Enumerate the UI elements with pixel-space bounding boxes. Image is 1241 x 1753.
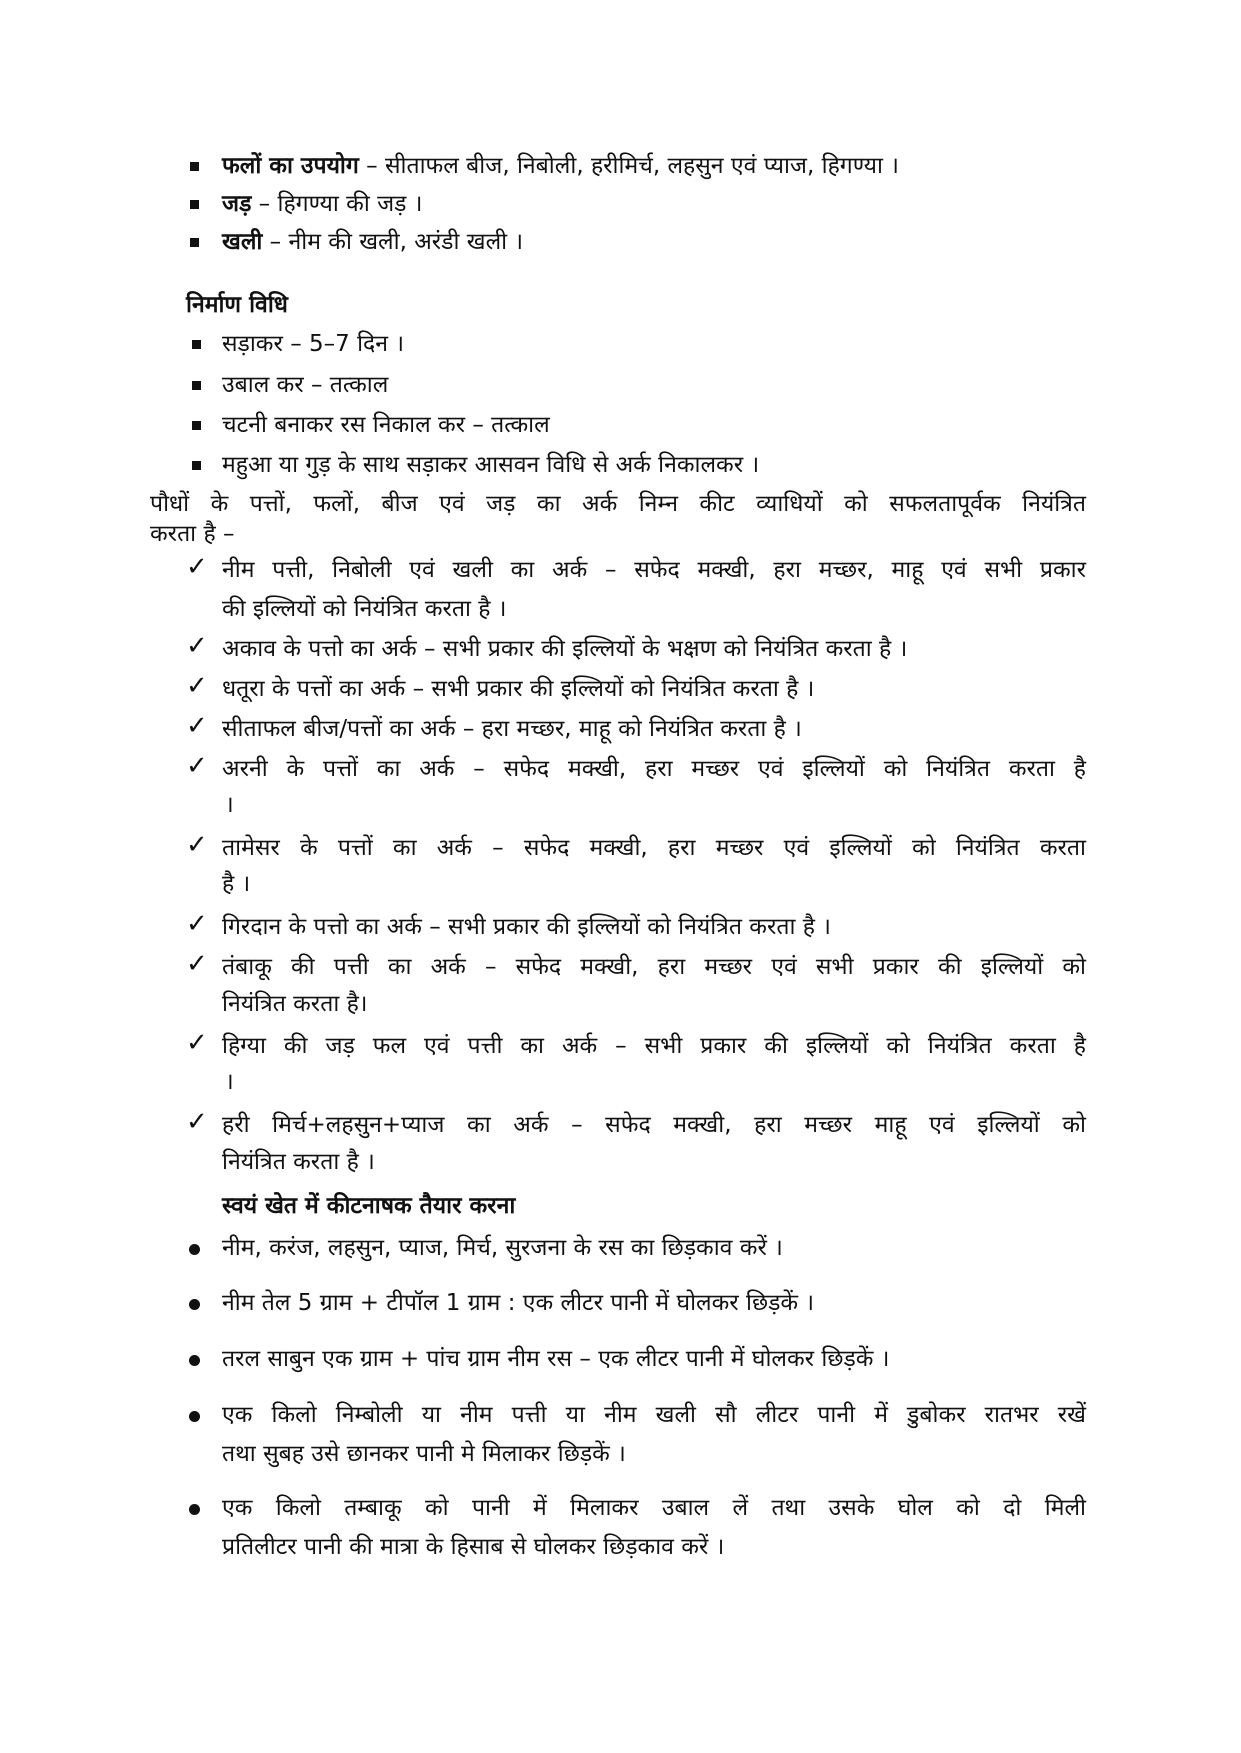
square-bullet-icon: [192, 461, 201, 470]
parts-term: फलों का उपयोग: [222, 153, 359, 179]
check-icon: ✓: [186, 1028, 208, 1058]
diy-item-line: नीम, करंज, लहसुन, प्याज, मिर्च, सुरजना के रस का छिड़काव करें ।: [222, 1235, 783, 1261]
check-icon: ✓: [186, 1107, 208, 1137]
intro-line: पौधों के पत्तों, फलों, बीज एवं जड़ का अर्क निम्न कीट व्याधियों को सफलतापूर्वक नियंत्रित: [150, 491, 1086, 517]
parts-item: [222, 223, 523, 262]
check-item-line: हरी मिर्च+लहसुन+प्याज का अर्क – सफेद मक्खी, हरा मच्छर माहू एवं इल्लियों को: [222, 1112, 1086, 1138]
intro-line: करता है –: [150, 521, 235, 547]
square-bullet-icon: [190, 200, 199, 209]
parts-item: [222, 147, 899, 186]
square-bullet-icon: [190, 162, 199, 171]
check-item-line: सीताफल बीज/पत्तों का अर्क – हरा मच्छर, माहू को नियंत्रित करता है ।: [222, 716, 802, 742]
check-icon: ✓: [186, 949, 208, 979]
bullet-dot-icon: [189, 1355, 200, 1366]
bullet-dot-icon: [189, 1411, 200, 1422]
method-item: सड़ाकर – 5–7 दिन ।: [222, 331, 405, 357]
method-item: उबाल कर – तत्काल: [222, 372, 389, 398]
square-bullet-icon: [192, 381, 201, 390]
check-item-line: नियंत्रित करता है।: [222, 991, 368, 1017]
square-bullet-icon: [192, 340, 201, 349]
check-item-line: हिग्या की जड़ फल एवं पत्ती का अर्क – सभी प्रकार की इल्लियों को नियंत्रित करता है: [222, 1033, 1086, 1059]
check-item-line: ।: [225, 1069, 234, 1095]
check-item-line: नियंत्रित करता है ।: [222, 1149, 375, 1175]
parts-term: खली: [222, 229, 263, 255]
method-item: महुआ या गुड़ के साथ सड़ाकर आसवन विधि से अर्क निकालकर ।: [222, 452, 760, 478]
check-item-line: की इल्लियों को नियंत्रित करता है ।: [222, 596, 507, 622]
square-bullet-icon: [190, 238, 199, 247]
check-item-line: अकाव के पत्तो का अर्क – सभी प्रकार की इल्लियों के भक्षण को नियंत्रित करता है ।: [222, 636, 908, 662]
diy-item-line: एक किलो निम्बोली या नीम पत्ती या नीम खली सौ लीटर पानी में डुबोकर रातभर रखें: [222, 1402, 1086, 1428]
check-item-line: नीम पत्ती, निबोली एवं खली का अर्क – सफेद मक्खी, हरा मच्छर, माहू एवं सभी प्रकार: [222, 557, 1086, 583]
parts-item: [222, 185, 422, 224]
check-icon: ✓: [186, 711, 208, 741]
check-item-line: तंबाकू की पत्ती का अर्क – सफेद मक्खी, हरा मच्छर एवं सभी प्रकार की इल्लियों को: [222, 954, 1086, 980]
check-item-line: अरनी के पत्तों का अर्क – सफेद मक्खी, हरा मच्छर एवं इल्लियों को नियंत्रित करता है: [222, 756, 1086, 782]
check-icon: ✓: [186, 671, 208, 701]
check-icon: ✓: [186, 909, 208, 939]
bullet-dot-icon: [189, 1504, 200, 1515]
check-icon: ✓: [186, 751, 208, 781]
parts-text: – नीम की खली, अरंडी खली ।: [262, 229, 524, 255]
check-item-line: धतूरा के पत्तों का अर्क – सभी प्रकार की इल्लियों को नियंत्रित करता है ।: [222, 676, 815, 702]
parts-text: – हिगण्या की जड़ ।: [251, 191, 423, 217]
diy-item-line: तरल साबुन एक ग्राम + पांच ग्राम नीम रस – एक लीटर पानी में घोलकर छिड़कें ।: [222, 1346, 890, 1372]
diy-heading: स्वयं खेत में कीटनाषक तैयार करना: [222, 1193, 516, 1219]
bullet-dot-icon: [189, 1299, 200, 1310]
method-item: चटनी बनाकर रस निकाल कर – तत्काल: [222, 412, 550, 438]
method-heading: निर्माण विधि: [186, 292, 288, 318]
bullet-dot-icon: [189, 1244, 200, 1255]
parts-term: जड़: [222, 191, 252, 217]
check-item-line: है ।: [222, 871, 251, 897]
square-bullet-icon: [192, 421, 201, 430]
check-item-line: तामेसर के पत्तों का अर्क – सफेद मक्खी, हरा मच्छर एवं इल्लियों को नियंत्रित करता: [222, 835, 1086, 861]
diy-item-line: तथा सुबह उसे छानकर पानी मे मिलाकर छिड़कें ।: [222, 1441, 626, 1467]
check-icon: ✓: [186, 830, 208, 860]
diy-item-line: नीम तेल 5 ग्राम + टीपॉल 1 ग्राम : एक लीटर पानी में घोलकर छिड़कें ।: [222, 1290, 815, 1316]
check-icon: ✓: [186, 552, 208, 582]
diy-item-line: प्रतिलीटर पानी की मात्रा के हिसाब से घोलकर छिड़काव करें ।: [222, 1534, 725, 1560]
diy-item-line: एक किलो तम्बाकू को पानी में मिलाकर उबाल लें तथा उसके घोल को दो मिली: [222, 1495, 1086, 1521]
parts-text: – सीताफल बीज, निबोली, हरीमिर्च, लहसुन एवं प्याज, हिगण्या ।: [358, 153, 899, 179]
check-icon: ✓: [186, 631, 208, 661]
check-item-line: गिरदान के पत्तो का अर्क – सभी प्रकार की इल्लियों को नियंत्रित करता है ।: [222, 914, 831, 940]
check-item-line: ।: [225, 792, 234, 818]
